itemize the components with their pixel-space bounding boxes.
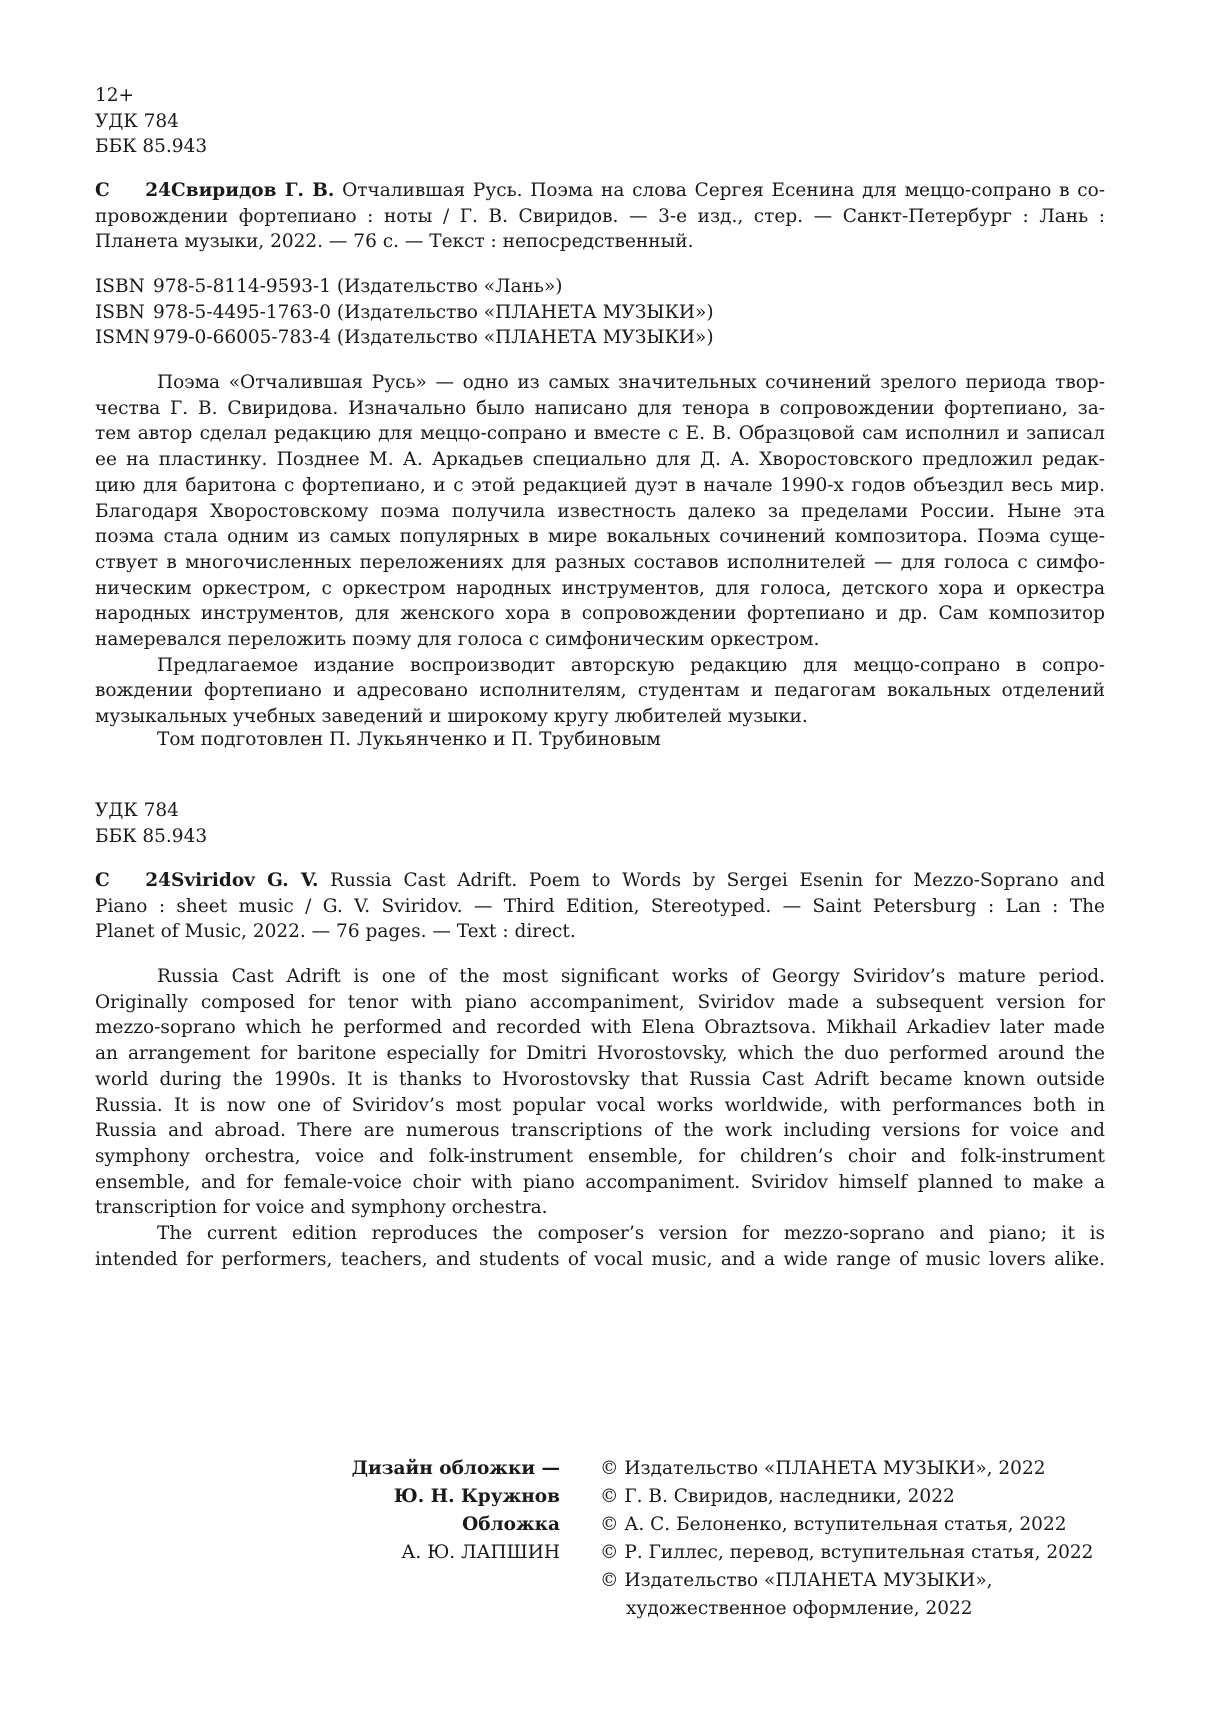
copyright-line: художественное оформление, 2022	[626, 1598, 973, 1619]
ru-para1-line: Благодаря Хворостовскому поэма получила известность далеко за пределами России. Ныне эта	[95, 500, 1105, 522]
en-udk: УДК 784	[95, 800, 179, 821]
copyright-notices	[600, 1455, 1120, 1623]
en-para1-line: Russia. It is now one of Sviridov’s most popular vocal works worldwide, with performances both in	[95, 1094, 1105, 1116]
ru-para1-line: ствует в многочисленных переложениях для разных составов исполнителей — для голоса с симфо-	[95, 551, 1105, 573]
en-biblio-line-2: Piano : sheet music / G. V. Sviridov. — Third Edition, Stereotyped. — Saint Petersburg : Lan : The	[95, 895, 1105, 917]
ru-para1-line: поэма стала одним из самых популярных в мире вокальных сочинений композитора. Поэма суще-	[95, 526, 1105, 548]
ru-biblio-line-1: С 24Свиридов Г. В. Отчалившая Русь. Поэма на слова Сергея Есенина для меццо-сопрано в со-	[95, 178, 1105, 204]
en-biblio-line-1: С 24Sviridov G. V. Russia Cast Adrift. Poem to Words by Sergei Esenin for Mezzo-Soprano and	[95, 868, 1105, 894]
en-para1-line: Russia and abroad. There are numerous transcriptions of the work including versions for voice and	[95, 1120, 1105, 1142]
ru-classification	[95, 83, 1105, 160]
en-annotation	[95, 964, 1105, 1272]
en-para1-line: transcription for voice and symphony orchestra.	[95, 1197, 548, 1219]
en-para1-line: Russia Cast Adrift is one of the most significant works of Georgy Sviridov’s mature period.	[157, 966, 1105, 987]
copyright-line: © Р. Гиллес, перевод, вступительная статья, 2022	[600, 1542, 1094, 1563]
ru-biblio-line-3: Планета музыки, 2022. — 76 с. — Текст : непосредственный.	[95, 231, 694, 253]
ru-para1-line: цию для баритона с фортепиано, и с этой редакцией дуэт в начале 1990-х годов объездил весь мир.	[95, 474, 1105, 496]
en-code: С 24	[95, 870, 171, 891]
ru-para1-line: чества Г. В. Свиридова. Изначально было написано для тенора в сопровождении фортепиано, за-	[95, 397, 1105, 419]
ru-biblio-record	[95, 178, 1105, 255]
copyright-line: © А. С. Белоненко, вступительная статья, 2022	[600, 1514, 1067, 1535]
copyright-line: © Издательство «ПЛАНЕТА МУЗЫКИ», 2022	[600, 1458, 1046, 1479]
ru-para2-line: музыкальных учебных заведений и широкому кругу любителей музыки.	[95, 706, 808, 728]
age-rating: 12+	[95, 85, 135, 106]
ru-biblio-line-2: провождении фортепиано : ноты / Г. В. Свиридов. — 3-е изд., стер. — Санкт-Петербург : Лань :	[95, 205, 1105, 227]
en-para1-line: an arrangement for baritone especially for Dmitri Hvorostovsky, which the duo performed around the	[95, 1043, 1105, 1065]
ru-author: Свиридов Г. В.	[171, 180, 335, 201]
en-para2-line: intended for performers, teachers, and students of vocal music, and a wide range of music lovers alike.	[95, 1248, 1105, 1270]
ru-udk: УДК 784	[95, 110, 179, 132]
en-biblio-record	[95, 868, 1105, 945]
copyright-line: © Издательство «ПЛАНЕТА МУЗЫКИ»,	[600, 1570, 993, 1591]
en-bbk: ББК 85.943	[95, 825, 208, 847]
design-name: Ю. Н. Кружнов	[393, 1486, 560, 1507]
ru-para1-line: тем автор сделал редакцию для меццо-сопрано и вместе с Е. В. Образцовой сам исполнил и записал	[95, 423, 1105, 445]
ru-code: С 24	[95, 180, 171, 201]
ru-para1-line: ническим оркестром, с оркестром народных инструментов, для голоса, детского хора и оркестра	[95, 577, 1105, 599]
ru-para2-line: Предлагаемое издание воспроизводит авторскую редакцию для меццо-сопрано в сопро-	[157, 654, 1105, 676]
cover-credits	[330, 1455, 560, 1567]
prepared-by: Том подготовлен П. Лукьянченко и П. Трубиновым	[157, 729, 661, 750]
ru-para1-line: ее на пластинку. Позднее М. А. Аркадьев специально для Д. А. Хворостовского предложил редак-	[95, 449, 1105, 471]
en-biblio-line-3: Planet of Music, 2022. — 76 pages. — Text : direct.	[95, 921, 576, 943]
ru-para2-line: вождении фортепиано и адресовано исполнителям, студентам и педагогам вокальных отделений	[95, 680, 1105, 702]
en-para1-line: ensemble, and for female-voice choir with piano accompaniment. Sviridov himself planned to make a	[95, 1171, 1105, 1193]
en-para1-line: Originally composed for tenor with piano accompaniment, Sviridov made a subsequent version for	[95, 991, 1105, 1013]
cover-label: Обложка	[462, 1514, 560, 1535]
ru-para1-line: намеревался переложить поэму для голоса с симфоническим оркестром.	[95, 629, 820, 651]
en-classification	[95, 798, 1105, 849]
ismn-line: ISMN 979-0-66005-783-4 (Издательство «ПЛАНЕТА МУЗЫКИ»)	[95, 327, 714, 349]
en-para2-line: The current edition reproduces the composer’s version for mezzo-soprano and piano; it is	[157, 1223, 1105, 1245]
isbn-block	[95, 274, 1105, 351]
design-label: Дизайн обложки —	[351, 1458, 560, 1479]
ru-bbk: ББК 85.943	[95, 136, 208, 158]
en-para1-line: symphony orchestra, voice and folk-instrument ensemble, for children’s choir and folk-instrument	[95, 1145, 1105, 1167]
en-para1-line: world during the 1990s. It is thanks to Hvorostovsky that Russia Cast Adrift became known outside	[95, 1068, 1105, 1090]
ru-para1-line: Поэма «Отчалившая Русь» — одно из самых значительных сочинений зрелого периода твор-	[157, 372, 1105, 393]
copyright-line: © Г. В. Свиридов, наследники, 2022	[600, 1486, 955, 1507]
isbn-line: ISBN 978-5-8114-9593-1 (Издательство «Лань»)	[95, 276, 563, 297]
ru-annotation	[95, 370, 1105, 730]
en-author: Sviridov G. V.	[171, 870, 319, 891]
en-para1-line: mezzo-soprano which he performed and recorded with Elena Obraztsova. Mikhail Arkadiev later made	[95, 1017, 1105, 1039]
isbn-line: ISBN 978-5-4495-1763-0 (Издательство «ПЛАНЕТА МУЗЫКИ»)	[95, 301, 714, 323]
cover-name: А. Ю. ЛАПШИН	[401, 1542, 560, 1563]
ru-para1-line: народных инструментов, для женского хора в сопровождении фортепиано и др. Сам композитор	[95, 603, 1105, 625]
